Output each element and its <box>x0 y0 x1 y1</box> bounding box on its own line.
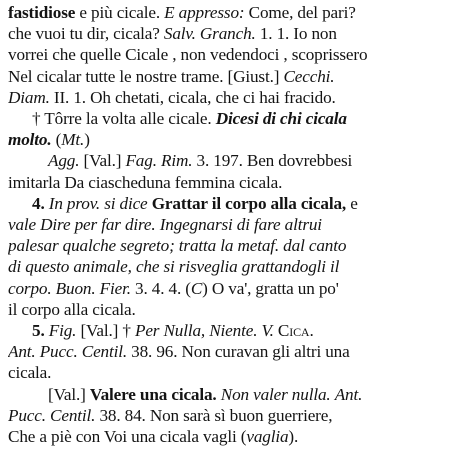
text-line-1 <box>8 2 463 23</box>
text-run: Dicesi di chi cicala <box>215 109 347 129</box>
text-run: 3. 4. 4. ( <box>130 278 191 298</box>
text-line-8 <box>8 150 463 171</box>
text-run: Fig. <box>48 321 77 341</box>
text-line-20 <box>8 405 463 426</box>
text-run: Salv. Granch. <box>163 24 256 44</box>
text-run: Come, del pari? <box>244 3 356 22</box>
text-run: di questo animale, che si risveglia grattandogli il <box>8 257 340 277</box>
text-run: Ant. <box>334 384 363 404</box>
text-run: che vuoi tu dir, cicala? <box>8 24 164 44</box>
text-run: vaglia <box>246 427 289 447</box>
text-run: fastidiose <box>8 3 76 22</box>
text-run: e più cicale. <box>75 3 165 22</box>
text-line-5 <box>8 87 463 108</box>
text-line-18 <box>8 362 463 383</box>
text-run: 1. 1. Io non <box>255 24 337 44</box>
text-line-9 <box>8 172 463 193</box>
text-run: vorrei che quelle Cicale , non vedendoci , scoprissero <box>8 45 368 65</box>
text-run: Grattar il corpo alla cicala, <box>147 193 347 213</box>
text-line-11 <box>8 214 463 235</box>
text-line-10 <box>8 193 463 214</box>
text-run: Buon. Fier. <box>55 278 131 298</box>
text-run: 5. <box>32 321 49 341</box>
text-run: Pucc. Centil. <box>8 405 96 425</box>
text-line-12 <box>8 235 463 256</box>
text-line-19 <box>8 384 463 405</box>
text-run: Per Nulla, Niente. V. <box>134 321 274 341</box>
text-run: 1. Oh chetati, cicala, che ci hai fracido. <box>69 87 336 107</box>
text-run: [Val.] <box>48 384 90 404</box>
text-run: [Val.] <box>79 151 126 171</box>
text-run: † Tôrre la volta alle cicale. <box>32 109 216 129</box>
text-run: corpo. <box>8 278 52 298</box>
text-run: C <box>190 278 203 298</box>
text-run: Nel cicalar tutte le nostre trame. [Giust.] <box>8 66 284 86</box>
text-run: imitarla Da ciascheduna femmina cicala. <box>8 172 283 192</box>
text-run: E appresso: <box>164 3 245 22</box>
text-run: Agg. <box>48 151 80 171</box>
text-run: ) <box>84 130 90 150</box>
text-line-13 <box>8 256 463 277</box>
text-line-4 <box>8 66 463 87</box>
text-run: il corpo alla cicala. <box>8 299 136 319</box>
text-run: Che a piè con Voi una cicala vagli ( <box>8 427 247 447</box>
text-run: e <box>346 193 358 213</box>
text-run: Mt. <box>61 130 85 150</box>
text-run: II. <box>53 87 70 107</box>
text-line-21 <box>8 426 463 447</box>
text-run: Non valer nulla. <box>220 384 331 404</box>
text-line-2 <box>8 23 463 44</box>
text-run: In prov. si dice <box>48 193 148 213</box>
text-run: molto. <box>8 130 52 150</box>
text-run: 38. 84. Non sarà sì buon guerriere, <box>95 405 333 425</box>
text-run: 38. 96. Non curavan gli altri una <box>127 342 350 362</box>
text-line-6 <box>8 108 463 129</box>
text-run: Diam. <box>8 87 50 107</box>
text-line-14 <box>8 278 463 299</box>
text-line-15 <box>8 299 463 320</box>
text-run: 4. <box>32 193 49 213</box>
text-run: ( <box>51 130 62 150</box>
text-line-3 <box>8 44 463 65</box>
text-line-7 <box>8 129 463 150</box>
text-run: palesar qualche segreto; tratta la metaf. dal canto <box>8 236 347 256</box>
text-run: ). <box>288 427 299 447</box>
text-run: [Val.] † <box>76 321 135 341</box>
text-run: 3. 197. Ben dovrebbesi <box>192 151 353 171</box>
text-run: Fag. Rim. <box>125 151 193 171</box>
text-line-16 <box>8 320 463 341</box>
text-run: cicala. <box>8 363 52 383</box>
text-run: vale Dire per far dire. Ingegnarsi di fare altrui <box>8 215 322 235</box>
text-run: Valere una cicala. <box>89 384 217 404</box>
text-run: ) O va', gratta un po' <box>202 278 339 298</box>
text-line-17 <box>8 341 463 362</box>
text-run: Ant. Pucc. Centil. <box>8 342 128 362</box>
text-run: Cica. <box>273 321 314 341</box>
text-run: Cecchi. <box>283 66 335 86</box>
